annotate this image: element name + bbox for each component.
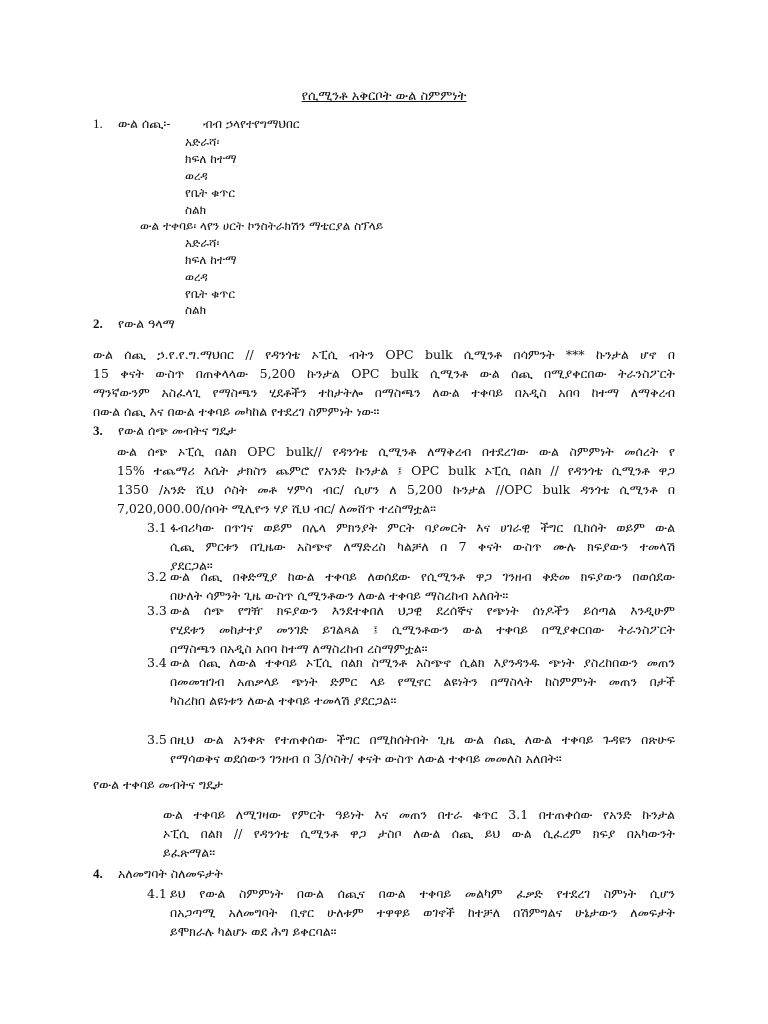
- item-3-3-number: 3.3: [147, 603, 167, 618]
- paragraph-line: በዚህ ውል አንቀጽ የተጠቀሰው ችግር በሚከሰትበት ጊዜ ውል ሰጪ ለውል ተቀባይ ጉዳዩን በጽሁፍ: [170, 732, 675, 747]
- paragraph-line: ውል ሰጭ የግዥ ክፍያውን እንደተቀበለ ህጋዊ ደረሰኞና የጭነት ሰነዶችን ይሰጣል እንዲሁም: [170, 603, 675, 618]
- document-title: የሲሚንቶ አቅርቦት ውል ስምምነት: [301, 89, 467, 104]
- party-b-line: ውል ተቀባይ፡ ላየን ሀርት ኮንስትራክሽን ማቴርያል ስፕላይ: [140, 219, 384, 233]
- party-b-field-phone: ስልክ: [185, 303, 207, 317]
- paragraph-line: ፋብሪካው በጥገና ወይም በሌላ ምክንያት ምርት ባያመርት እና ሀገራዊ ችግር ቢከሰት ወይም ውል: [170, 520, 675, 535]
- section-1-number: 1.: [93, 116, 103, 131]
- party-b-field-woreda: ወረዳ: [185, 270, 208, 284]
- paragraph-line: ሲጪ ምርቱን በጊዜው አስጭኖ ለማድረስ ካልቻለ በ 7 ቀናት ውስጥ ሙሉ ክፍያውን ተመላሽ: [170, 539, 675, 554]
- paragraph-line: ውል ተቀባይ ለሚገዛው የምርት ዓይነት እና መጠን በተራ ቁጥር 3.1 በተጠቀሰው የአንድ ኩንታል: [163, 807, 675, 822]
- paragraph-line: ውል ሰጪ በቅድሚያ ከውል ተቀባይ ለወሰደው የሲሚንቶ ዋጋ ገንዘብ ቅድመ ክፍያውን በወሰደው: [170, 569, 675, 584]
- party-a-name: ብብ ኃላየተየግማህበር: [203, 117, 300, 131]
- item-3-2-text: [170, 567, 675, 605]
- paragraph-line: ማንኛውንም አስፈላጊ የማስጫን ሂደቶችን ተከታትሎ በማስጫን ለውል ተቀባይ በአዲስ አበባ ከተማ ለማቅረብ: [93, 385, 675, 400]
- section-2-paragraph: [93, 345, 675, 421]
- item-3-5-text: [170, 730, 675, 768]
- party-b-field-address: አድራሻ፡: [185, 236, 220, 250]
- paragraph-line: ውል ሰጭ ኦፒሲ በልክ OPC bulk// የዳንጎቴ ሲሚንቶ ለማቅረብ በተደረገው ውል ስምምነት መሰረት የ: [117, 444, 675, 459]
- item-3-3-text: [170, 601, 675, 658]
- section-3-number: 3.: [93, 423, 103, 438]
- paragraph-line: ካስረከበ ልዩነቱን ለውል ተቀባይ ተመላሽ ያደርጋል።: [170, 693, 397, 708]
- party-b-field-house-number: የቤት ቁጥር: [185, 287, 235, 301]
- section-2-number: 2.: [93, 316, 103, 331]
- item-3-4-text: [170, 653, 675, 710]
- party-a-field-woreda: ወረዳ: [185, 169, 208, 183]
- item-3-4-number: 3.4: [147, 655, 167, 670]
- party-a-field-subcity: ክፍለ ከተማ: [185, 152, 237, 166]
- paragraph-line: በአጋጣሚ አለመግባት ቢኖር ሁለቱም ተዋዋይ ወገኖች ከተቻለ በሽምግልና ሁኔታውን ለመፍታት: [170, 905, 675, 920]
- paragraph-line: ያደርጋል።: [170, 558, 213, 573]
- paragraph-line: ኦፒሲ በልክ // የዳንጎቴ ሲሚንቶ ዋጋ ታስቦ ለውል ሰጪ ይህ ውል ሲፈረም ክፍያ በአካውንት: [163, 826, 675, 841]
- item-4-1-number: 4.1: [147, 886, 167, 901]
- paragraph-line: ውል ሰጪ ኃ.የ.የ.ግ.ማህበር // የዳንጎቴ ኦፒሲ ብትን OPC bulk ሲሚንቶ በሳምንት *** ኩንታል ሆኖ በ: [93, 347, 675, 362]
- item-3-1-number: 3.1: [147, 520, 167, 535]
- paragraph-line: 7,020,000.00/ሰባት ሚሊዮን ሃያ ሺህ ብር/ ለመሸጥ ተረስማቷል።: [117, 501, 436, 516]
- party-b-field-subcity: ክፍለ ከተማ: [185, 253, 237, 267]
- party-a-field-phone: ስልክ: [185, 203, 207, 217]
- paragraph-line: ይሞክራሉ ካልሆኑ ወደ ሕግ ይቀርባል።: [170, 924, 337, 939]
- receiver-paragraph: [163, 805, 675, 862]
- party-a-field-house-number: የቤት ቁጥር: [185, 186, 235, 200]
- section-4-number: 4.: [93, 866, 103, 881]
- section-3-intro: [117, 442, 675, 518]
- party-a-field-address: አድራሻ፡: [185, 135, 220, 149]
- item-4-1-text: [170, 884, 675, 941]
- paragraph-line: 1350 /አንድ ሺህ ሶስት መቶ ሃምሳ ብር/ ሲሆን ለ 5,200 ኩንታል //OPC bulk ዳንጎቴ ሲሚንቶ በ: [117, 482, 675, 497]
- paragraph-line: 15 ቀናት ውስጥ በጠቅላላው 5,200 ኩንታል OPC bulk ሲሚንቶ ውል ሰጪ በሚያቀርበው ትራንስፖርት: [93, 366, 675, 381]
- paragraph-line: ውል ሰጪ ለውል ተቀባይ ኦፒሲ በልክ ስሚንቶ አስጭኖ ሲልክ እያንዳንዱ ጭነት ያስረከበውን መጠን: [170, 655, 675, 670]
- paragraph-line: በማስጫን በአዲስ አበባ ከተማ ለማስረከብ ረስማምቷል።: [170, 641, 428, 656]
- paragraph-line: በመመዝገብ አጠቃላይ ጭነት ድምር ላይ የሚኖር ልዩነትን በማስላት ከስምምነት መጠን በታች: [170, 674, 675, 689]
- paragraph-line: 15% ተጨማሪ እሴት ታክስን ጨምሮ የአንድ ኩንታል ፤ OPC bulk ኦፒሲ በልክ // የዳንጎቴ ሲሚንቶ ዋጋ: [117, 463, 675, 478]
- paragraph-line: ይፈጽማል።: [163, 845, 216, 860]
- item-3-2-number: 3.2: [147, 569, 167, 584]
- paragraph-line: የሂደቱን መከታተያ መንገድ ይገልጻል ፤ ሲሚንቶውን ውል ተቀባይ በሚያቀርበው ትራንስፖርት: [170, 622, 675, 637]
- paragraph-line: የማሳወቅና ወደሰውን ገንዘብ በ 3/ሶስት/ ቀናት ውስጥ ለውል ተቀባይ መመለስ አለበት።: [170, 751, 562, 766]
- item-3-5-number: 3.5: [147, 732, 167, 747]
- receiver-heading: የውል ተቀባይ መብትና ግዴታ: [93, 777, 224, 792]
- party-a-label: ውል ሰጪ፡-: [118, 116, 171, 131]
- section-2-heading: የውል ዓላማ: [118, 316, 175, 331]
- section-3-heading: የውል ሰጭ መብትና ግዴታ: [118, 423, 237, 438]
- section-4-heading: አለመግባት ስለመፍታት: [118, 866, 223, 881]
- paragraph-line: በሁለት ሳምንት ጊዜ ውስጥ ሲሚንቶውን ለውል ተቀባይ ማስረከብ አለበት።: [170, 588, 509, 603]
- paragraph-line: ይህ የውል ስምምነት በውል ሰጪና በውል ተቀባይ መልካም ፈቃድ የተደረገ ስምነት ሲሆን: [170, 886, 675, 901]
- paragraph-line: በውል ሰጪ እና በውል ተቀባይ መካከል የተደረገ ስምምነት ነው።: [93, 404, 380, 419]
